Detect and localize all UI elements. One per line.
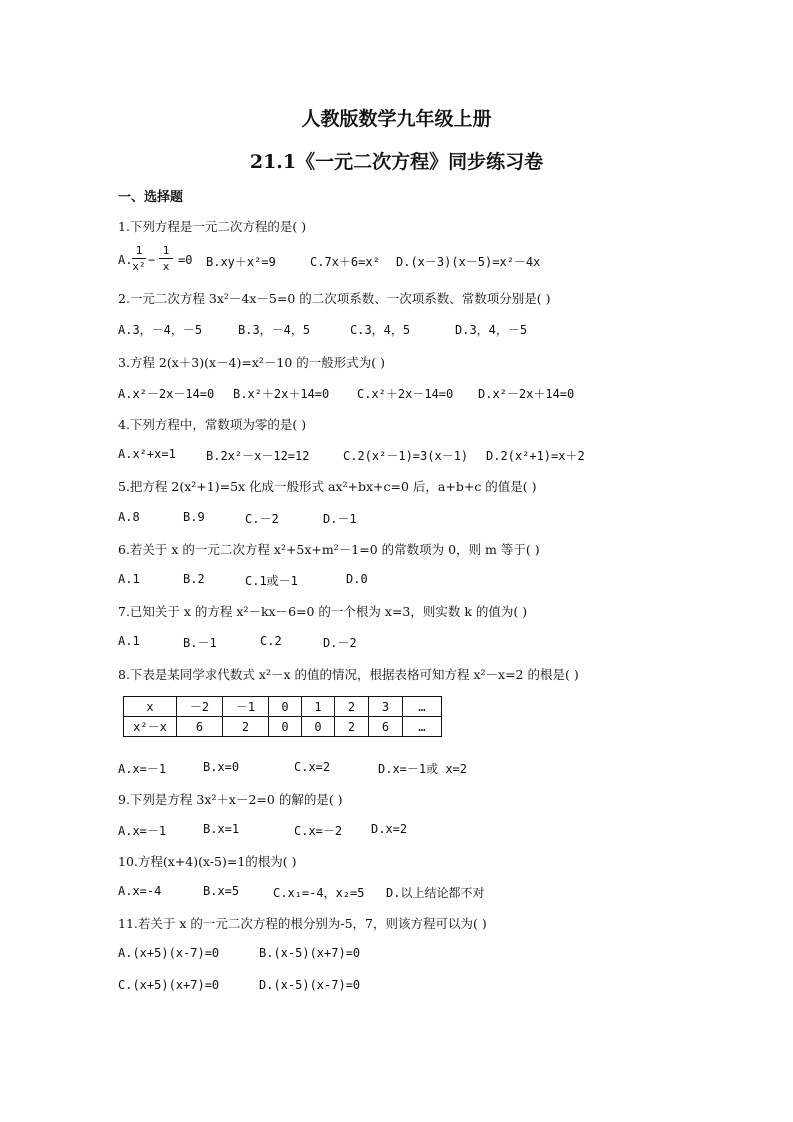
question-6-stem: 6.若关于 x 的一元二次方程 x²+5x+m²－1=0 的常数项为 0，则 m 等于( ) (118, 542, 540, 557)
q9-option-a: A.x=－1 (118, 824, 167, 838)
q7-option-b: B.－1 (183, 636, 217, 650)
q8-option-c: C.x=2 (294, 760, 331, 774)
q7-option-c: C.2 (260, 634, 282, 648)
q3-option-c: C.x²＋2x－14=0 (357, 387, 454, 401)
q3-option-d: D.x²－2x＋14=0 (478, 387, 575, 401)
table-cell: 2 (335, 697, 369, 717)
q11-option-b: B.(x-5)(x+7)=0 (259, 946, 361, 960)
table-cell: … (403, 717, 442, 737)
question-3-stem: 3.方程 2(x＋3)(x－4)=x²－10 的一般形式为( ) (118, 355, 386, 370)
table-cell: 6 (177, 717, 223, 737)
q10-option-a: A.x=-4 (118, 884, 162, 898)
table-cell: 0 (269, 717, 302, 737)
q11-option-d: D.(x-5)(x-7)=0 (259, 978, 361, 992)
table-cell: … (403, 697, 442, 717)
q1-fraction-1-numerator: 1 (135, 244, 143, 257)
q3-option-b: B.x²＋2x＋14=0 (233, 387, 330, 401)
q6-option-d: D.0 (346, 572, 368, 586)
q8-option-a: A.x=－1 (118, 762, 167, 776)
table-cell: 0 (269, 697, 302, 717)
page-subtitle: 21.1《一元二次方程》同步练习卷 (249, 151, 544, 173)
q5-option-a: A.8 (118, 510, 140, 524)
table-row (124, 697, 442, 717)
q2-option-c: C.3，4，5 (350, 323, 411, 337)
table-cell: 3 (369, 697, 403, 717)
table-cell: 6 (369, 717, 403, 737)
q7-option-a: A.1 (118, 634, 140, 648)
q7-option-d: D.－2 (323, 636, 357, 650)
question-4-stem: 4.下列方程中，常数项为零的是( ) (118, 417, 307, 432)
q1-fraction-1-denominator: x² (132, 260, 146, 273)
q5-option-b: B.9 (183, 510, 205, 524)
q10-option-b: B.x=5 (203, 884, 240, 898)
q9-option-d: D.x=2 (371, 822, 408, 836)
table-cell: x (124, 697, 177, 717)
question-1-stem: 1.下列方程是一元二次方程的是( ) (118, 219, 307, 234)
q4-option-a: A.x²+x=1 (118, 447, 176, 461)
q4-option-d: D.2(x²+1)=x＋2 (486, 449, 585, 463)
question-8-stem: 8.下表是某同学求代数式 x²－x 的值的情况，根据表格可知方程 x²－x=2 的根是( ) (118, 667, 579, 682)
q8-option-d: D.x=－1或 x=2 (378, 762, 468, 776)
q3-option-a: A.x²－2x－14=0 (118, 387, 215, 401)
q1-fraction-2 (159, 244, 173, 273)
table-cell: 2 (335, 717, 369, 737)
table-cell: x²－x (124, 717, 177, 737)
q1-option-d: D.(x－3)(x－5)=x²－4x (396, 255, 541, 269)
q2-option-b: B.3，－4，5 (238, 323, 311, 337)
q6-option-b: B.2 (183, 572, 205, 586)
q11-option-c: C.(x+5)(x+7)=0 (118, 978, 220, 992)
q1-option-a (118, 244, 208, 280)
question-5-stem: 5.把方程 2(x²+1)=5x 化成一般形式 ax²+bx+c=0 后，a+b+c 的值是( ) (118, 479, 537, 494)
table-cell: －1 (223, 697, 269, 717)
q10-option-c: C.x₁=-4，x₂=5 (273, 886, 365, 900)
table-cell: －2 (177, 697, 223, 717)
q4-option-c: C.2(x²－1)=3(x－1) (343, 449, 469, 463)
table-cell: 1 (302, 697, 335, 717)
q1-option-a-minus: − (148, 253, 156, 267)
fraction-bar (132, 258, 146, 259)
q1-option-a-prefix: A. (118, 253, 133, 267)
q5-option-d: D.－1 (323, 512, 357, 526)
q1-fraction-2-numerator: 1 (162, 244, 170, 257)
q6-option-a: A.1 (118, 572, 140, 586)
table-row (124, 717, 442, 737)
q5-option-c: C.－2 (245, 512, 279, 526)
q1-option-c: C.7x＋6=x² (310, 255, 380, 269)
page-title: 人教版数学九年级上册 (301, 108, 492, 130)
table-cell: 0 (302, 717, 335, 737)
q9-option-b: B.x=1 (203, 822, 240, 836)
q1-option-b: B.xy＋x²=9 (206, 255, 276, 269)
values-table (123, 696, 442, 737)
question-2-stem: 2.一元二次方程 3x²－4x－5=0 的二次项系数、一次项系数、常数项分别是( ) (118, 291, 551, 306)
q8-option-b: B.x=0 (203, 760, 240, 774)
question-11-stem: 11.若关于 x 的一元二次方程的根分别为-5，7，则该方程可以为( ) (118, 916, 487, 931)
question-10-stem: 10.方程(x+4)(x-5)=1的根为( ) (118, 854, 297, 869)
table-cell: 2 (223, 717, 269, 737)
q1-fraction-1 (132, 244, 146, 273)
q4-option-b: B.2x²－x－12=12 (206, 449, 310, 463)
fraction-bar (159, 258, 173, 259)
q9-option-c: C.x=－2 (294, 824, 343, 838)
section-heading: 一、选择题 (118, 190, 184, 205)
question-9-stem: 9.下列是方程 3x²＋x－2=0 的解的是( ) (118, 792, 343, 807)
question-7-stem: 7.已知关于 x 的方程 x²－kx－6=0 的一个根为 x=3，则实数 k 的值为( ) (118, 604, 528, 619)
q10-option-d: D.以上结论都不对 (386, 886, 485, 900)
q1-option-a-equals: =0 (178, 253, 193, 267)
q6-option-c: C.1或－1 (245, 574, 298, 588)
q11-option-a: A.(x+5)(x-7)=0 (118, 946, 220, 960)
q2-option-d: D.3，4，－5 (455, 323, 528, 337)
q2-option-a: A.3，－4，－5 (118, 323, 203, 337)
q1-fraction-2-denominator: x (162, 260, 170, 273)
